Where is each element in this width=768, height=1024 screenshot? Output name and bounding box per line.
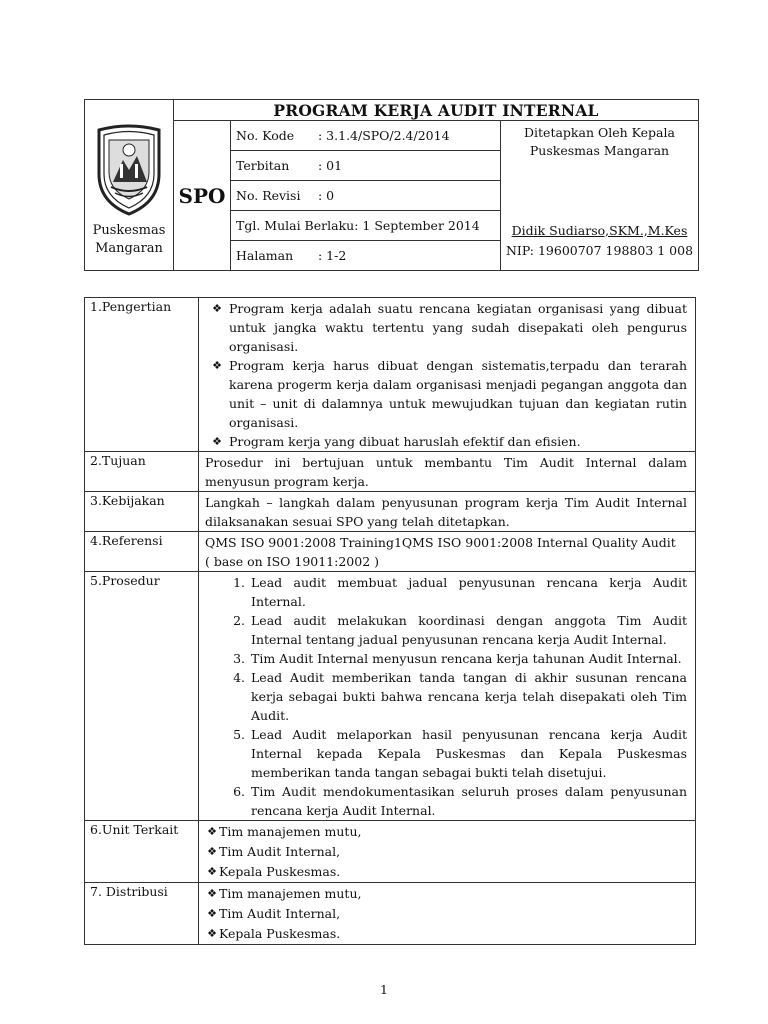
field-label: No. Revisi <box>236 188 301 203</box>
section-content: Prosedur ini bertujuan untuk membantu Tim Audit Internal dalam menyusun program kerja. <box>199 452 696 492</box>
organization-name-line1: Puskesmas <box>92 223 166 238</box>
diamond-bullet-icon: ❖ <box>207 907 217 920</box>
logo-cell <box>85 100 174 271</box>
diamond-bullet-icon: ❖ <box>207 825 217 838</box>
list-item <box>205 356 687 432</box>
section-row-kebijakan <box>85 492 696 532</box>
bullet-text: Tim Audit Internal, <box>219 844 341 859</box>
document-title: PROGRAM KERJA AUDIT INTERNAL <box>174 100 699 121</box>
field-label: No. Kode <box>236 128 295 143</box>
section-row-tujuan <box>85 452 696 492</box>
section-row-distribusi <box>85 883 696 945</box>
section-label: 2.Tujuan <box>85 452 199 492</box>
section-content <box>199 883 696 945</box>
list-item <box>205 884 687 904</box>
list-item <box>205 725 687 782</box>
section-content <box>199 572 696 821</box>
diamond-bullet-icon: ❖ <box>212 435 222 448</box>
diamond-bullet-icon: ❖ <box>212 359 222 372</box>
diamond-bullet-icon: ❖ <box>207 845 217 858</box>
section-label: 6.Unit Terkait <box>85 821 199 883</box>
list-item <box>205 904 687 924</box>
bullet-text: Tim manajemen mutu, <box>219 886 362 901</box>
bullet-text: Program kerja adalah suatu rencana kegiatan organisasi yang dibuat untuk jangka waktu tertentu yang sudah disepakati oleh pengurus organisasi. <box>229 301 687 354</box>
section-content <box>199 532 696 572</box>
field-value: : 01 <box>318 158 343 173</box>
diamond-bullet-icon: ❖ <box>207 927 217 940</box>
section-label: 1.Pengertian <box>85 298 199 452</box>
section-content: Langkah – langkah dalam penyusunan program kerja Tim Audit Internal dilaksanakan sesuai SPO yang telah ditetapkan. <box>199 492 696 532</box>
list-item <box>205 649 687 668</box>
document-type-label: SPO <box>174 121 231 271</box>
list-item <box>205 842 687 862</box>
diamond-bullet-icon: ❖ <box>212 302 222 315</box>
approver-title-line2: Puskesmas Mangaran <box>529 142 670 158</box>
list-item <box>205 299 687 356</box>
field-tgl-mulai-berlaku <box>231 211 501 241</box>
section-row-prosedur <box>85 572 696 821</box>
bullet-text: Program kerja harus dibuat dengan sistematis,terpadu dan terarah karena progerm kerja dalam organisasi menjadi pegangan anggota dan unit – unit di dalamnya untuk mewujudkan tujuan dan kegiatan rutin organisasi. <box>229 358 687 430</box>
field-no-kode <box>231 121 501 151</box>
field-halaman <box>231 241 501 271</box>
step-text: Lead Audit memberikan tanda tangan di akhir susunan rencana kerja sebagai bukti bahwa rencana kerja telah disepakati oleh Tim Audit. <box>251 670 687 723</box>
field-value: : 1-2 <box>318 248 347 263</box>
step-text: Lead Audit melaporkan hasil penyusunan rencana kerja Audit Internal kepada Kepala Puskesmas dan Kepala Puskesmas memberikan tanda tangan sebagai bukti telah disetujui. <box>251 727 687 780</box>
field-value: : 0 <box>318 188 335 203</box>
list-item <box>205 432 687 451</box>
step-number: 6. <box>233 784 245 799</box>
field-label: Terbitan <box>236 158 290 173</box>
section-label: 7. Distribusi <box>85 883 199 945</box>
section-row-referensi <box>85 532 696 572</box>
bullet-text: Program kerja yang dibuat haruslah efektif dan efisien. <box>229 434 581 449</box>
list-item <box>205 782 687 820</box>
section-content <box>199 821 696 883</box>
section-content <box>199 298 696 452</box>
reference-line: ( base on ISO 19011:2002 ) <box>205 554 379 569</box>
bullet-text: Kepala Puskesmas. <box>219 864 341 879</box>
list-item <box>205 822 687 842</box>
step-number: 3. <box>233 651 245 666</box>
puskesmas-emblem-icon <box>93 124 165 216</box>
organization-name <box>85 222 173 258</box>
approval-cell <box>501 121 699 271</box>
section-row-pengertian <box>85 298 696 452</box>
step-number: 1. <box>233 575 245 590</box>
section-label: 3.Kebijakan <box>85 492 199 532</box>
step-number: 5. <box>233 727 245 742</box>
page-number: 1 <box>380 982 388 997</box>
step-text: Lead audit membuat jadual penyusunan rencana kerja Audit Internal. <box>251 575 687 609</box>
approver-title-line1: Ditetapkan Oleh Kepala <box>524 124 675 140</box>
reference-line: QMS ISO 9001:2008 Training1QMS ISO 9001:2008 Internal Quality Audit <box>205 535 676 550</box>
section-label: 5.Prosedur <box>85 572 199 821</box>
procedure-table <box>84 297 696 945</box>
list-item <box>205 862 687 882</box>
bullet-text: Tim manajemen mutu, <box>219 824 362 839</box>
list-item <box>205 924 687 944</box>
approver-nip: NIP: 19600707 198803 1 008 <box>505 242 694 258</box>
bullet-text: Kepala Puskesmas. <box>219 926 341 941</box>
field-no-revisi <box>231 181 501 211</box>
section-label: 4.Referensi <box>85 532 199 572</box>
field-value: : 1 September 2014 <box>354 218 480 233</box>
step-text: Tim Audit mendokumentasikan seluruh proses dalam penyusunan rencana kerja Audit Internal. <box>251 784 687 818</box>
list-item <box>205 573 687 611</box>
field-label: Tgl. Mulai Berlaku <box>236 218 355 233</box>
list-item <box>205 668 687 725</box>
section-row-unit-terkait <box>85 821 696 883</box>
step-number: 2. <box>233 613 245 628</box>
step-text: Tim Audit Internal menyusun rencana kerja tahunan Audit Internal. <box>251 651 682 666</box>
step-number: 4. <box>233 670 245 685</box>
approver-name: Didik Sudiarso,SKM.,M.Kes <box>511 222 688 238</box>
step-text: Lead audit melakukan koordinasi dengan anggota Tim Audit Internal tentang jadual penyusunan rencana kerja Audit Internal. <box>251 613 687 647</box>
diamond-bullet-icon: ❖ <box>207 865 217 878</box>
list-item <box>205 611 687 649</box>
document-header-table <box>84 99 699 271</box>
bullet-text: Tim Audit Internal, <box>219 906 341 921</box>
organization-name-line2: Mangaran <box>95 241 163 256</box>
field-label: Halaman <box>236 248 294 263</box>
field-value: : 3.1.4/SPO/2.4/2014 <box>318 128 450 143</box>
field-terbitan <box>231 151 501 181</box>
diamond-bullet-icon: ❖ <box>207 887 217 900</box>
